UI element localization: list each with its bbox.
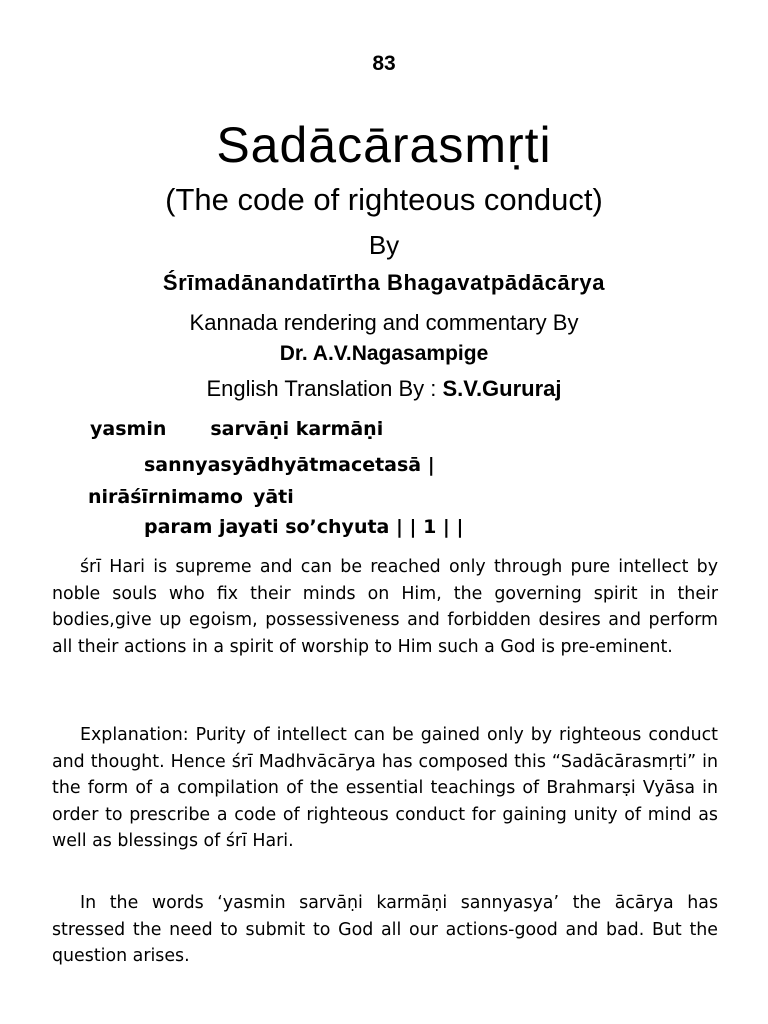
author-name: Śrīmadānandatīrtha Bhagavatpādācārya bbox=[162, 270, 606, 295]
verse-line-3-part-a: nirāśīrnimamo bbox=[88, 486, 243, 508]
rendering-credit: Kannada rendering and commentary By bbox=[189, 310, 579, 335]
verse-line-1-part-a: yasmin bbox=[90, 418, 167, 440]
verse-line-4: param jayati so’chyuta | | 1 | | bbox=[144, 516, 464, 538]
verse-line-1 bbox=[90, 418, 768, 440]
page-subtitle: (The code of righteous conduct) bbox=[165, 182, 603, 217]
translator-name: S.V.Gururaj bbox=[442, 376, 562, 401]
verse-line-2: sannyasyādhyātmacetasā | bbox=[144, 454, 435, 476]
paragraph-text: Explanation: Purity of intellect can be gained only by righteous conduct and thought. Hence śrī Madhvācārya has composed this “Sadācārasmṛti” in the form of a compilation of the essential teachings of Brahmarṣi Vyāsa in order to prescribe a code of righteous conduct for gaining unity of mind as well as blessings of śrī Hari. bbox=[52, 725, 718, 852]
paragraph-text: In the words ‘yasmin sarvāṇi karmāṇi sannyasya’ the ācārya has stressed the need to submit to God all our actions-good and bad. But the question arises. bbox=[52, 893, 718, 967]
verse-line-1-part-b: sarvāṇi karmāṇi bbox=[210, 418, 384, 440]
body-paragraph bbox=[52, 722, 718, 855]
page-title: Sadācārasmṛti bbox=[216, 117, 552, 173]
verse-line-3 bbox=[88, 486, 768, 508]
commentator-name: Dr. A.V.Nagasampige bbox=[279, 342, 489, 365]
by-label: By bbox=[368, 230, 400, 260]
paragraph-text: śrī Hari is supreme and can be reached only through pure intellect by noble souls who fix their minds on Him, the governing spirit in their bodies,give up egoism, possessiveness and forbidden desires and perform all their actions in a spirit of worship to Him such a God is pre-eminent. bbox=[52, 557, 718, 657]
page-number: 83 bbox=[372, 52, 396, 75]
translation-credit bbox=[0, 376, 768, 402]
verse-line-3-part-b: yāti bbox=[252, 486, 294, 508]
body-paragraph bbox=[52, 554, 718, 660]
body-paragraph bbox=[52, 890, 718, 970]
translation-label: English Translation By : bbox=[206, 376, 443, 401]
